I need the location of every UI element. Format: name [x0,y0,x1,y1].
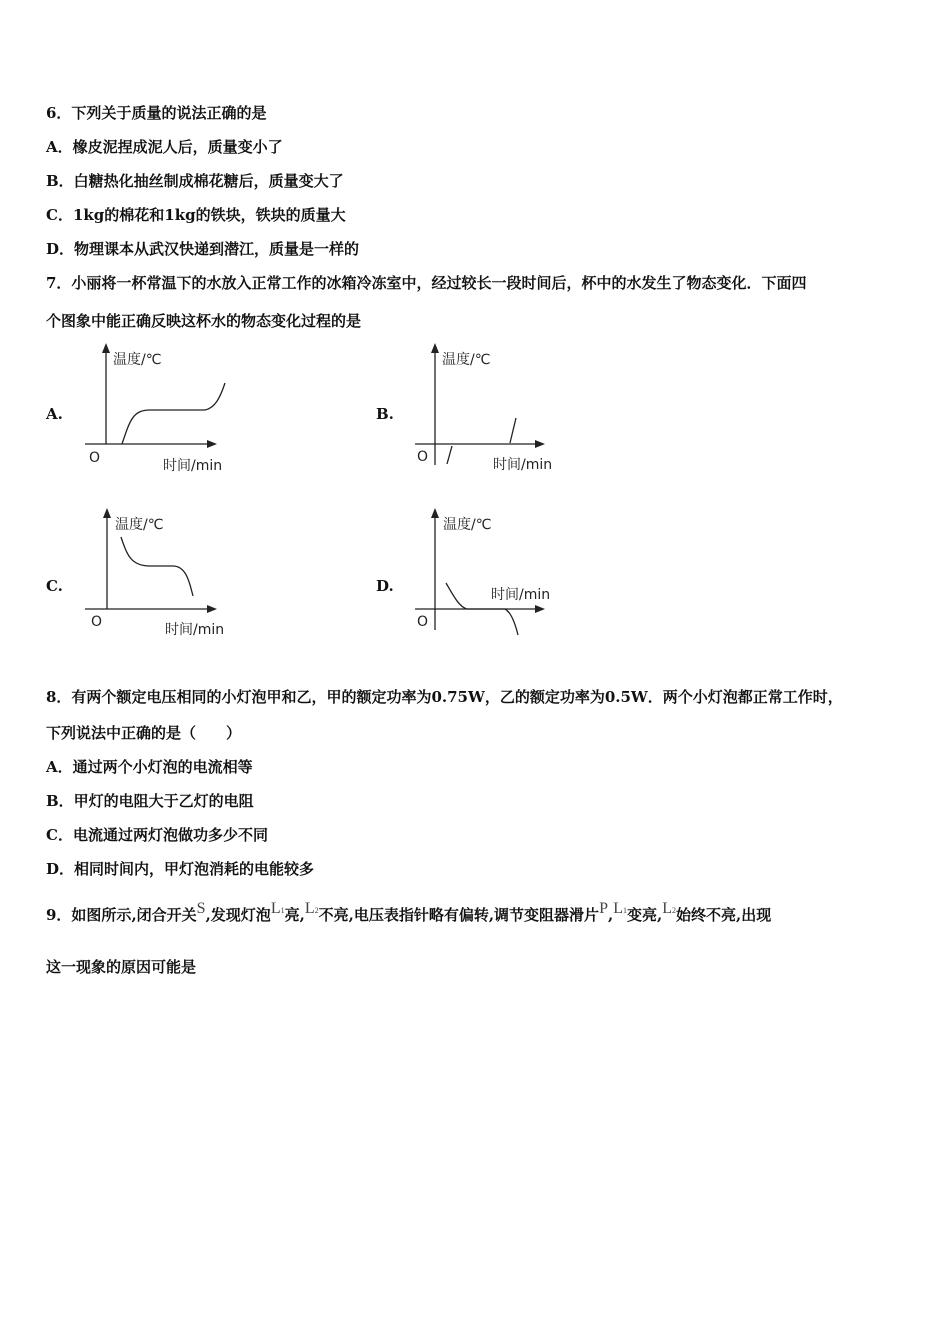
q9-lamp-l1-letter: L [270,900,281,917]
q9-text-6: 变亮, [626,906,663,924]
q9-lamp-l2-again-letter: L [662,900,672,917]
q9-lamp-l2-sub: 2 [314,906,319,915]
q9-text-3: 亮, [284,906,305,924]
graph-b-origin: O [417,449,429,465]
q6-option-c: C．1kg的棉花和1kg的铁块，铁块的质量大 [46,206,346,224]
graph-b-y-axis-label: 温度/℃ [442,352,491,368]
graph-d-x-axis-label: 时间/min [491,587,551,603]
q9-lamp-l1-again-letter: L [613,900,623,917]
graph-b-curve-left [447,446,452,464]
graph-c-origin: O [91,614,103,630]
q8-stem-line2: 下列说法中正确的是（ ） [46,724,242,742]
q6-stem: 6．下列关于质量的说法正确的是 [46,104,267,122]
graph-d-origin: O [417,614,429,630]
q8-option-a: A．通过两个小灯泡的电流相等 [46,758,253,776]
graph-c-y-axis-label: 温度/℃ [115,517,164,533]
graph-d-label: D. [376,577,394,595]
q7-stem-line1: 7．小丽将一杯常温下的水放入正常工作的冰箱冷冻室中，经过较长一段时间后，杯中的水发生了物态变化．下面四 [46,274,807,292]
q9-lamp-l1 [271,900,285,917]
graph-b [405,340,605,480]
q9-text-4: 不亮,电压表指针略有偏转,调节变阻器滑片 [318,906,600,924]
q9-stem-line1 [46,900,772,925]
q9-lamp-l1-again-sub: 1 [622,906,627,915]
q7-stem-line2: 个图象中能正确反映这杯水的物态变化过程的是 [46,312,362,330]
q9-lamp-l2-letter: L [304,900,315,917]
q9-text-7: 始终不亮,出现 [676,906,772,924]
q9-lamp-l2-again [662,900,676,917]
graph-c-curve [121,537,193,596]
graph-d-y-axis-label: 温度/℃ [443,517,492,533]
graph-a-label: A. [46,405,63,423]
graph-c-label: C. [46,577,63,595]
graph-b-label: B. [376,405,394,423]
q6-option-d: D．物理课本从武汉快递到潜江，质量是一样的 [46,240,360,258]
q9-stem-line2: 这一现象的原因可能是 [46,958,197,976]
graph-c-x-axis-label: 时间/min [165,622,225,638]
q6-option-a: A．橡皮泥捏成泥人后，质量变小了 [46,138,283,156]
graph-a-curve [122,383,225,444]
q9-text-2: ,发现灯泡 [205,906,271,924]
q9-slider-p: P [599,900,608,917]
q6-option-b: B．白糖热化抽丝制成棉花糖后，质量变大了 [46,172,344,190]
q9-text-5: , [607,906,614,924]
graph-a [75,340,275,480]
q9-lamp-l1-sub: 1 [280,906,285,915]
q9-lamp-l1-again [613,900,627,917]
graph-a-x-axis-label: 时间/min [163,458,223,474]
q9-lamp-l2-again-sub: 2 [672,906,676,915]
graph-a-y-axis-label: 温度/℃ [113,352,162,368]
q9-text-1: 9．如图所示,闭合开关 [46,906,197,924]
q8-stem-line1: 8．有两个额定电压相同的小灯泡甲和乙，甲的额定功率为0.75W，乙的额定功率为0.5W．两个小灯泡都正常工作时， [46,688,843,706]
q9-switch-s: S [196,900,206,917]
q8-option-c: C．电流通过两灯泡做功多少不同 [46,826,268,844]
graph-b-curve-right [510,418,516,443]
graph-a-origin: O [89,450,101,466]
graph-d [405,505,605,645]
graph-c [75,505,275,645]
q8-option-d: D．相同时间内，甲灯泡消耗的电能较多 [46,860,315,878]
q8-option-b: B．甲灯的电阻大于乙灯的电阻 [46,792,254,810]
graph-b-x-axis-label: 时间/min [493,457,553,473]
q9-lamp-l2 [305,900,319,917]
